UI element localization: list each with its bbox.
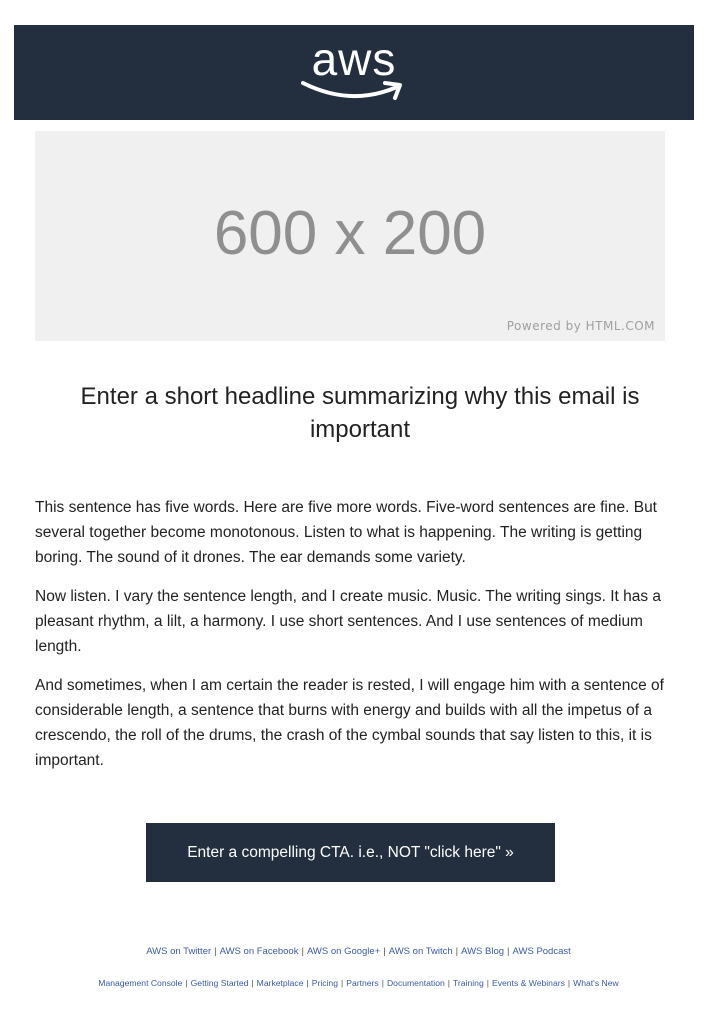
footer-separator: |	[486, 978, 489, 988]
footer-link-training[interactable]: Training	[453, 978, 484, 988]
footer-link-twitter[interactable]: AWS on Twitter	[146, 946, 212, 957]
footer-separator: |	[381, 978, 384, 988]
body-paragraph: This sentence has five words. Here are five more words. Five-word sentences are fine. But several together become monotonous. Listen to what is happening. The writing is getting boring. The sound of it drones. The ear demands some variety.	[35, 499, 657, 566]
footer-link-management-console[interactable]: Management Console	[98, 978, 183, 988]
email-header	[14, 25, 694, 120]
footer-link-twitch[interactable]: AWS on Twitch	[388, 946, 453, 957]
body-paragraph: Now listen. I vary the sentence length, and I create music. Music. The writing sings. It has a pleasant rhythm, a lilt, a harmony. I use short sentences. And I use sentences of medium length.	[35, 588, 662, 655]
hero-image-placeholder	[35, 131, 665, 341]
aws-logo-wordmark: aws	[311, 33, 397, 85]
hero-powered-by: Powered by HTML.COM	[506, 319, 655, 333]
footer-link-blog[interactable]: AWS Blog	[461, 946, 505, 957]
footer-link-google-plus[interactable]: AWS on Google+	[306, 946, 381, 957]
footer-separator: |	[341, 978, 344, 988]
footer-separator: |	[301, 946, 304, 957]
footer-social-links	[0, 946, 717, 957]
footer-separator: |	[455, 946, 459, 957]
footer-link-facebook[interactable]: AWS on Facebook	[219, 946, 299, 957]
footer-separator: |	[214, 946, 217, 957]
footer-separator: |	[185, 978, 188, 988]
footer-link-pricing[interactable]: Pricing	[311, 978, 338, 988]
hero-size-label: 600 x 200	[213, 199, 487, 268]
footer-separator: |	[383, 946, 386, 957]
footer-separator: |	[447, 978, 450, 988]
footer-separator: |	[306, 978, 309, 988]
aws-logo[interactable]	[294, 33, 414, 101]
footer-link-whats-new[interactable]: What's New	[573, 978, 619, 988]
cta-button[interactable]: Enter a compelling CTA. i.e., NOT "click here" »	[146, 823, 555, 882]
email-body	[35, 495, 675, 787]
footer-link-podcast[interactable]: AWS Podcast	[512, 946, 571, 957]
footer-separator: |	[251, 978, 254, 988]
footer-link-marketplace[interactable]: Marketplace	[256, 978, 304, 988]
footer-link-getting-started[interactable]: Getting Started	[190, 978, 249, 988]
footer-link-documentation[interactable]: Documentation	[386, 978, 445, 988]
footer-link-partners[interactable]: Partners	[346, 978, 379, 988]
footer-separator: |	[507, 946, 510, 957]
footer-separator: |	[567, 978, 571, 988]
footer-nav-links	[0, 978, 717, 988]
body-paragraph: And sometimes, when I am certain the reader is rested, I will engage him with a sentence of considerable length, a sentence that burns with energy and builds with all the impetus of a crescendo, the roll of the drums, the crash of the cymbal sounds that say listen to this, it is important.	[35, 677, 664, 769]
footer-link-events-webinars[interactable]: Events & Webinars	[491, 978, 565, 988]
email-headline: Enter a short headline summarizing why this email is important	[80, 383, 640, 443]
